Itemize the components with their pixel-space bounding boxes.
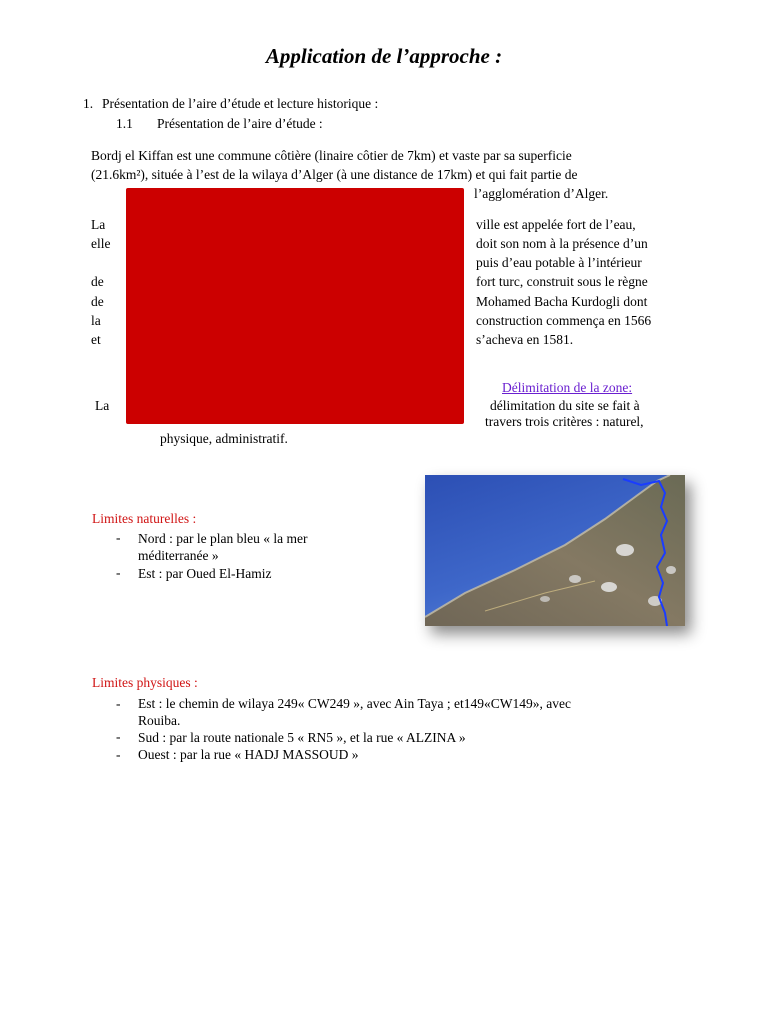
list-item-line: Sud : par la route nationale 5 « RN5 », et la rue « ALZINA » xyxy=(138,730,466,745)
right-text-line: fort turc, construit sous le règne xyxy=(476,274,648,289)
bullet-dash: - xyxy=(116,530,121,545)
left-word: la xyxy=(91,313,101,328)
left-word: elle xyxy=(91,236,111,251)
delimitation-line-2: travers trois critères : naturel, xyxy=(485,414,644,429)
left-word: et xyxy=(91,332,101,347)
bullet-dash: - xyxy=(116,565,121,580)
bullet-dash: - xyxy=(116,696,121,711)
list-item-line: Nord : par le plan bleu « la mer xyxy=(138,531,308,546)
section-1-heading: Présentation de l’aire d’étude et lecture historique : xyxy=(102,96,379,111)
red-image-placeholder xyxy=(126,188,464,424)
limites-physiques-heading: Limites physiques : xyxy=(92,675,198,690)
intro-line-3: l’agglomération d’Alger. xyxy=(474,186,609,201)
left-word: de xyxy=(91,294,104,309)
section-1-1-heading: Présentation de l’aire d’étude : xyxy=(157,116,323,131)
delimitation-line-1: délimitation du site se fait à xyxy=(490,398,640,413)
bullet-dash: - xyxy=(116,747,121,762)
left-word: de xyxy=(91,274,104,289)
intro-line-1: Bordj el Kiffan est une commune côtière (linaire côtier de 7km) et vaste par sa superficie xyxy=(91,148,572,163)
list-item-line: méditerranée » xyxy=(138,548,219,563)
delimitation-line-3: physique, administratif. xyxy=(160,431,288,446)
right-text-line: Mohamed Bacha Kurdogli dont xyxy=(476,294,648,309)
list-item-line: Ouest : par la rue « HADJ MASSOUD » xyxy=(138,747,359,762)
intro-line-2: (21.6km²), située à l’est de la wilaya d’Alger (à une distance de 17km) et qui fait partie de xyxy=(91,167,578,182)
list-item-line: Rouiba. xyxy=(138,713,181,728)
left-word: La xyxy=(91,217,106,232)
right-text-line: s’acheva en 1581. xyxy=(476,332,574,347)
limites-naturelles-heading: Limites naturelles : xyxy=(92,511,197,526)
satellite-map-image xyxy=(425,475,685,626)
section-1-1-number: 1.1 xyxy=(116,116,133,131)
delimitation-heading: Délimitation de la zone: xyxy=(502,380,633,395)
list-item-line: Est : le chemin de wilaya 249« CW249 », avec Ain Taya ; et149«CW149», avec xyxy=(138,696,571,711)
right-text-line: construction commença en 1566 xyxy=(476,313,652,328)
right-text-line: puis d’eau potable à l’intérieur xyxy=(476,255,642,270)
bullet-dash: - xyxy=(116,729,121,744)
page-title: Application de l’approche : xyxy=(265,44,503,68)
section-1-number: 1. xyxy=(83,96,94,111)
right-text-line: ville est appelée fort de l’eau, xyxy=(476,217,636,232)
right-text-line: doit son nom à la présence d’un xyxy=(476,236,648,251)
list-item-line: Est : par Oued El-Hamiz xyxy=(138,566,272,581)
delimitation-left-word: La xyxy=(95,398,110,413)
